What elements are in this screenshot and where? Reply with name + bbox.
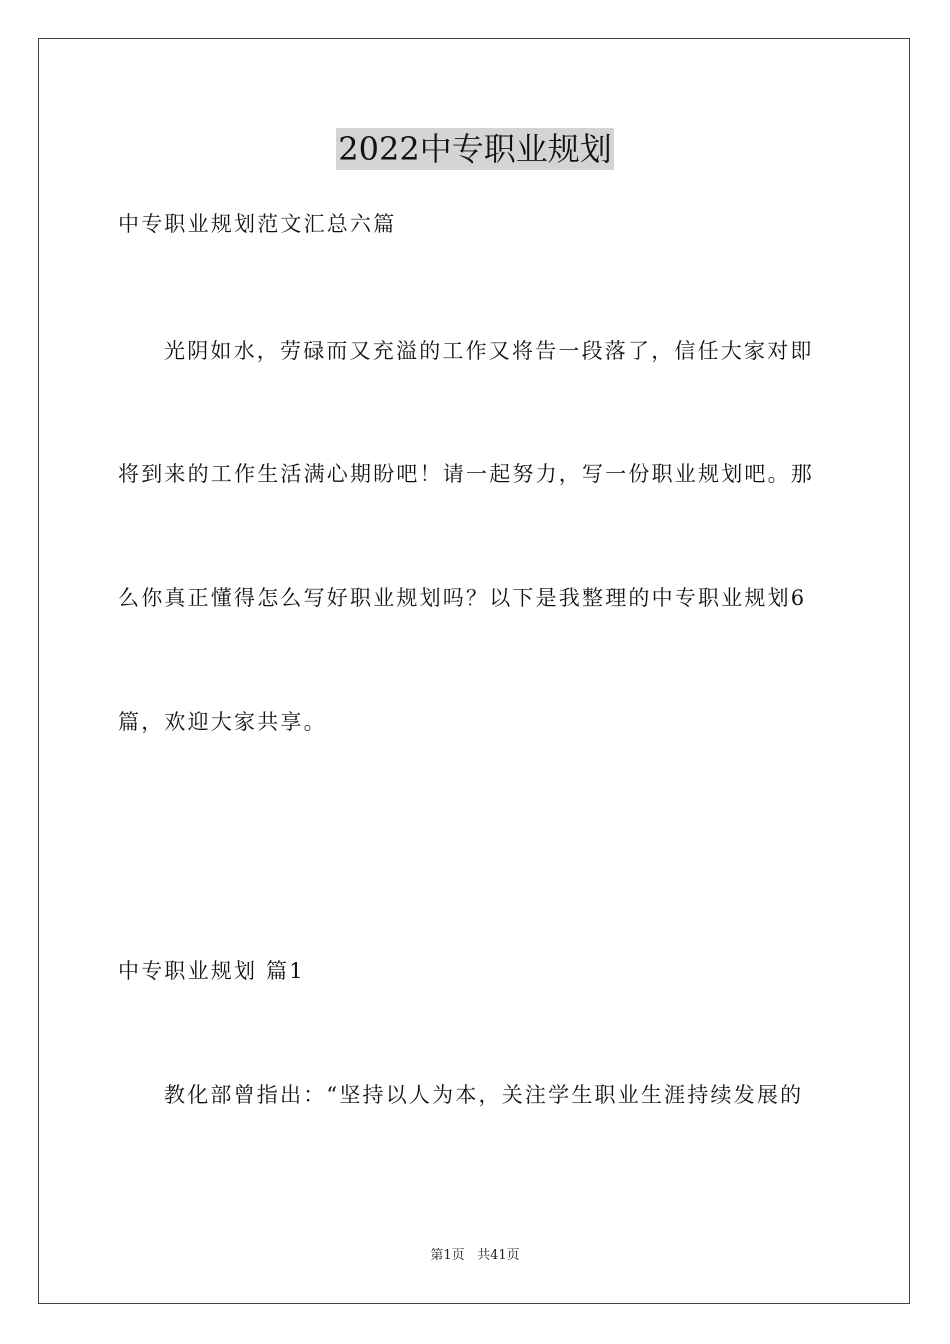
- section-heading: 中专职业规划 篇1: [118, 959, 305, 983]
- document-title: 2022中专职业规划: [338, 130, 612, 168]
- page-total: 共41页: [477, 1248, 520, 1263]
- page-number: 第1页: [430, 1248, 465, 1263]
- paragraph-line: 教化部曾指出：“坚持以人为本，关注学生职业生涯持续发展的: [164, 1083, 804, 1107]
- paragraph-line: 光阴如水，劳碌而又充溢的工作又将告一段落了，信任大家对即: [164, 339, 814, 363]
- paragraph-line: 篇，欢迎大家共享。: [118, 710, 327, 734]
- document-subtitle: 中专职业规划范文汇总六篇: [118, 212, 397, 236]
- paragraph-line: 将到来的工作生活满心期盼吧！请一起努力，写一份职业规划吧。那: [118, 462, 814, 486]
- title-container: [0, 128, 950, 170]
- page-footer: [0, 1247, 950, 1265]
- paragraph-line: 么你真正懂得怎么写好职业规划吗？以下是我整理的中专职业规划6: [118, 586, 807, 610]
